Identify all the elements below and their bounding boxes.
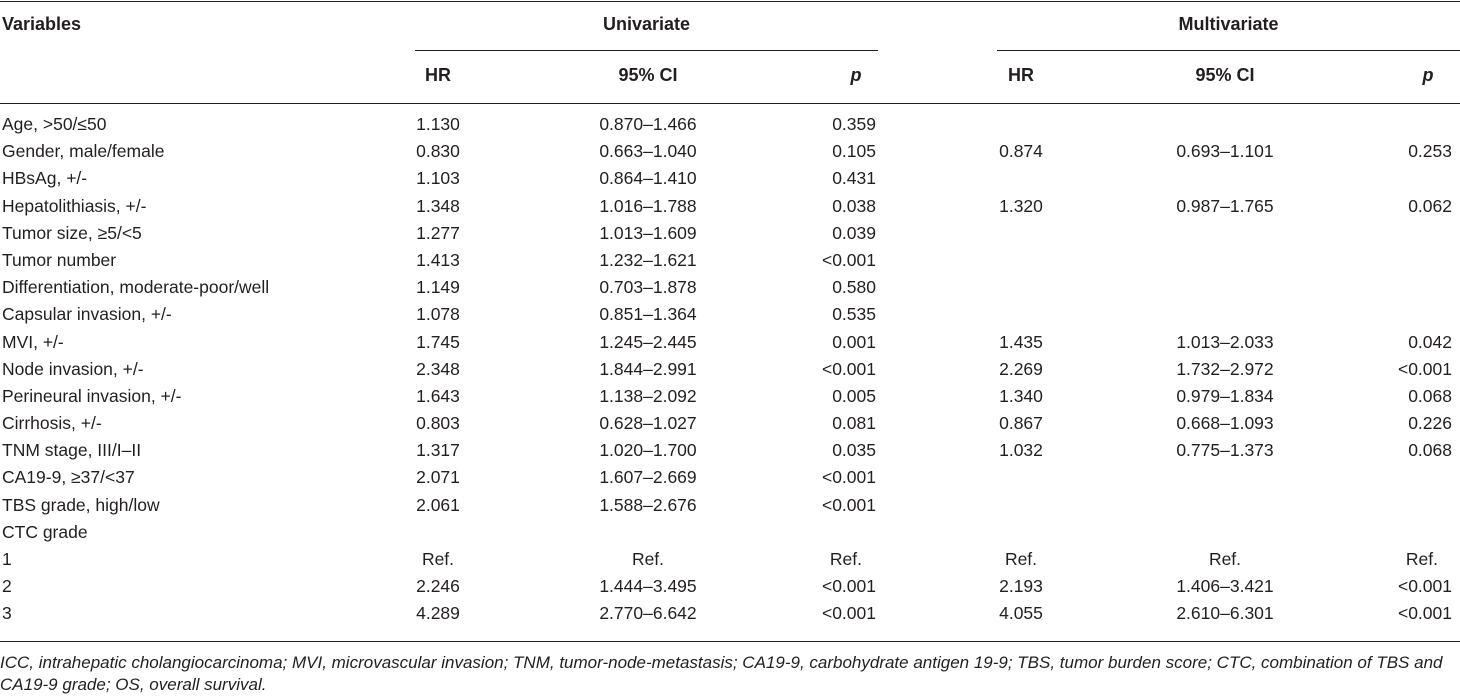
univariate-p-cell: <0.001 (821, 494, 876, 515)
multivariate-p-cell: <0.001 (1397, 603, 1452, 624)
multivariate-ci-cell: 1.013–2.033 (1176, 331, 1274, 352)
multivariate-ci-cell: Ref. (1208, 549, 1242, 569)
table-row (0, 141, 1460, 168)
row-label: Age, >50/≤50 (2, 114, 107, 134)
header-variables: Variables (2, 14, 82, 34)
univariate-ci-cell: 1.844–2.991 (599, 358, 697, 379)
multivariate-ci-cell: 1.406–3.421 (1176, 576, 1274, 597)
table-row (0, 168, 1460, 195)
multivariate-p-cell: 0.253 (1408, 141, 1452, 162)
table-row (0, 304, 1460, 331)
multivariate-ci-cell: 0.987–1.765 (1176, 195, 1274, 216)
univariate-p-cell: 0.081 (832, 413, 876, 434)
univariate-hr-cell: 1.348 (416, 195, 460, 216)
univariate-ci-cell: 0.703–1.878 (599, 277, 697, 298)
univariate-hr-cell: 1.103 (416, 168, 460, 189)
row-label: MVI, +/- (2, 331, 64, 352)
univariate-p-cell: 0.039 (832, 222, 876, 243)
table-row (0, 549, 1460, 576)
univariate-ci-cell: 0.663–1.040 (599, 141, 697, 162)
univariate-ci-cell: 1.245–2.445 (599, 331, 697, 352)
table-row (0, 467, 1460, 494)
univariate-hr-cell: 1.149 (416, 277, 460, 298)
table-row (0, 440, 1460, 467)
row-label: HBsAg, +/- (2, 168, 88, 189)
table-row (0, 250, 1460, 277)
univariate-hr-cell: 2.061 (416, 494, 460, 515)
row-label: Node invasion, +/- (2, 358, 144, 379)
univariate-p-cell: <0.001 (821, 358, 876, 379)
univariate-hr-cell: 1.130 (416, 114, 460, 134)
univariate-ci-cell: 1.138–2.092 (599, 385, 697, 406)
table-body (0, 114, 1460, 631)
header-multivariate: Multivariate (1178, 14, 1279, 34)
multivariate-group-rule (997, 50, 1460, 51)
multivariate-ci-cell: 1.732–2.972 (1176, 358, 1274, 379)
multivariate-hr-cell: 2.269 (999, 358, 1043, 379)
header-univariate-ci: 95% CI (618, 65, 678, 85)
header-multivariate-hr: HR (1008, 65, 1034, 85)
univariate-hr-cell: 1.277 (416, 222, 460, 243)
row-label: TBS grade, high/low (2, 494, 160, 515)
multivariate-hr-cell: 0.867 (999, 413, 1043, 434)
multivariate-p-cell: <0.001 (1397, 358, 1452, 379)
multivariate-p-cell: 0.042 (1408, 331, 1452, 352)
multivariate-hr-cell: 1.435 (999, 331, 1043, 352)
univariate-p-cell: Ref. (829, 549, 862, 569)
univariate-ci-cell: 1.607–2.669 (599, 467, 697, 488)
row-label: Cirrhosis, +/- (2, 413, 102, 434)
table-row (0, 196, 1460, 223)
table-top-rule (0, 1, 1460, 2)
univariate-ci-cell: 1.444–3.495 (599, 576, 697, 597)
table-row (0, 413, 1460, 440)
header-univariate-p: p (850, 65, 862, 85)
multivariate-hr-cell: 4.055 (999, 603, 1043, 624)
multivariate-hr-cell: 1.320 (999, 195, 1043, 216)
multivariate-ci-cell: 0.979–1.834 (1176, 385, 1274, 406)
univariate-p-cell: 0.431 (832, 168, 876, 189)
multivariate-ci-cell: 0.693–1.101 (1176, 141, 1274, 162)
univariate-ci-cell: 1.013–1.609 (599, 222, 697, 243)
table-row (0, 223, 1460, 250)
table-footnote: ICC, intrahepatic cholangiocarcinoma; MVI, microvascular invasion; TNM, tumor-node-metastasis; CA19-9, carbohydrate antigen 19-9; TBS, tumor burden score; CTC, combination of TBS and CA19-9 grade; OS, overall survival. (0, 653, 1443, 694)
row-label: 2 (2, 576, 12, 597)
multivariate-hr-cell: 2.193 (999, 576, 1043, 597)
multivariate-p-cell: 0.068 (1408, 440, 1452, 461)
univariate-p-cell: 0.035 (832, 440, 876, 461)
table-row (0, 576, 1460, 603)
univariate-ci-cell: 2.770–6.642 (599, 603, 697, 624)
multivariate-hr-cell: 1.032 (999, 440, 1043, 461)
univariate-ci-cell: 1.016–1.788 (599, 195, 697, 216)
univariate-p-cell: 0.005 (832, 385, 876, 406)
univariate-hr-cell: 4.289 (416, 603, 460, 624)
table-row (0, 114, 1460, 141)
univariate-p-cell: <0.001 (821, 603, 876, 624)
multivariate-p-cell: 0.068 (1408, 385, 1452, 406)
multivariate-p-cell: <0.001 (1397, 576, 1452, 597)
table-row (0, 359, 1460, 386)
multivariate-p-cell: 0.226 (1408, 413, 1452, 434)
header-bottom-rule (0, 103, 1460, 104)
univariate-ci-cell: 0.851–1.364 (599, 304, 697, 325)
univariate-ci-cell: 0.870–1.466 (599, 114, 697, 134)
row-label: Capsular invasion, +/- (2, 304, 172, 325)
table-row (0, 386, 1460, 413)
univariate-hr-cell: 1.078 (416, 304, 460, 325)
multivariate-p-cell: 0.062 (1408, 195, 1452, 216)
row-label: CA19-9, ≥37/<37 (2, 467, 135, 488)
univariate-ci-cell: Ref. (631, 549, 665, 569)
multivariate-hr-cell: 1.340 (999, 385, 1043, 406)
row-label: Tumor size, ≥5/<5 (2, 222, 142, 243)
row-label: Tumor number (2, 249, 117, 270)
univariate-p-cell: 0.359 (832, 114, 876, 134)
row-label: Differentiation, moderate-poor/well (2, 277, 270, 298)
univariate-p-cell: 0.038 (832, 195, 876, 216)
row-label: CTC grade (2, 521, 88, 542)
header-multivariate-ci: 95% CI (1195, 65, 1255, 85)
row-label: 1 (2, 549, 12, 569)
multivariate-hr-cell: 0.874 (999, 141, 1043, 162)
univariate-hr-cell: 1.317 (416, 440, 460, 461)
header-univariate: Univariate (602, 14, 691, 34)
univariate-hr-cell: 2.246 (416, 576, 460, 597)
univariate-p-cell: 0.535 (832, 304, 876, 325)
univariate-p-cell: 0.105 (832, 141, 876, 162)
univariate-hr-cell: 1.643 (416, 385, 460, 406)
univariate-p-cell: <0.001 (821, 467, 876, 488)
univariate-hr-cell: Ref. (421, 549, 455, 569)
univariate-p-cell: 0.001 (832, 331, 876, 352)
table-row (0, 603, 1460, 630)
table-row (0, 277, 1460, 304)
univariate-p-cell: <0.001 (821, 576, 876, 597)
univariate-hr-cell: 1.413 (416, 249, 460, 270)
table-row (0, 522, 1460, 549)
univariate-hr-cell: 2.071 (416, 467, 460, 488)
univariate-ci-cell: 0.864–1.410 (599, 168, 697, 189)
univariate-p-cell: <0.001 (821, 249, 876, 270)
header-univariate-hr: HR (425, 65, 451, 85)
multivariate-hr-cell: Ref. (1004, 549, 1038, 569)
univariate-hr-cell: 1.745 (416, 331, 460, 352)
univariate-ci-cell: 1.232–1.621 (599, 249, 697, 270)
univariate-ci-cell: 0.628–1.027 (599, 413, 697, 434)
row-label: TNM stage, III/I–II (2, 440, 142, 461)
univariate-hr-cell: 0.803 (416, 413, 460, 434)
univariate-p-cell: 0.580 (832, 277, 876, 298)
multivariate-p-cell: Ref. (1405, 549, 1438, 569)
header-multivariate-p: p (1422, 65, 1434, 85)
univariate-ci-cell: 1.020–1.700 (599, 440, 697, 461)
univariate-hr-cell: 2.348 (416, 358, 460, 379)
row-label: Perineural invasion, +/- (2, 385, 182, 406)
row-label: 3 (2, 603, 12, 624)
univariate-ci-cell: 1.588–2.676 (599, 494, 697, 515)
multivariate-ci-cell: 0.668–1.093 (1176, 413, 1274, 434)
table-row (0, 332, 1460, 359)
row-label: Gender, male/female (2, 141, 165, 162)
table-bottom-rule (0, 641, 1460, 642)
table-row (0, 495, 1460, 522)
univariate-group-rule (415, 50, 878, 51)
univariate-hr-cell: 0.830 (416, 141, 460, 162)
multivariate-ci-cell: 0.775–1.373 (1176, 440, 1274, 461)
multivariate-ci-cell: 2.610–6.301 (1176, 603, 1274, 624)
row-label: Hepatolithiasis, +/- (2, 195, 147, 216)
